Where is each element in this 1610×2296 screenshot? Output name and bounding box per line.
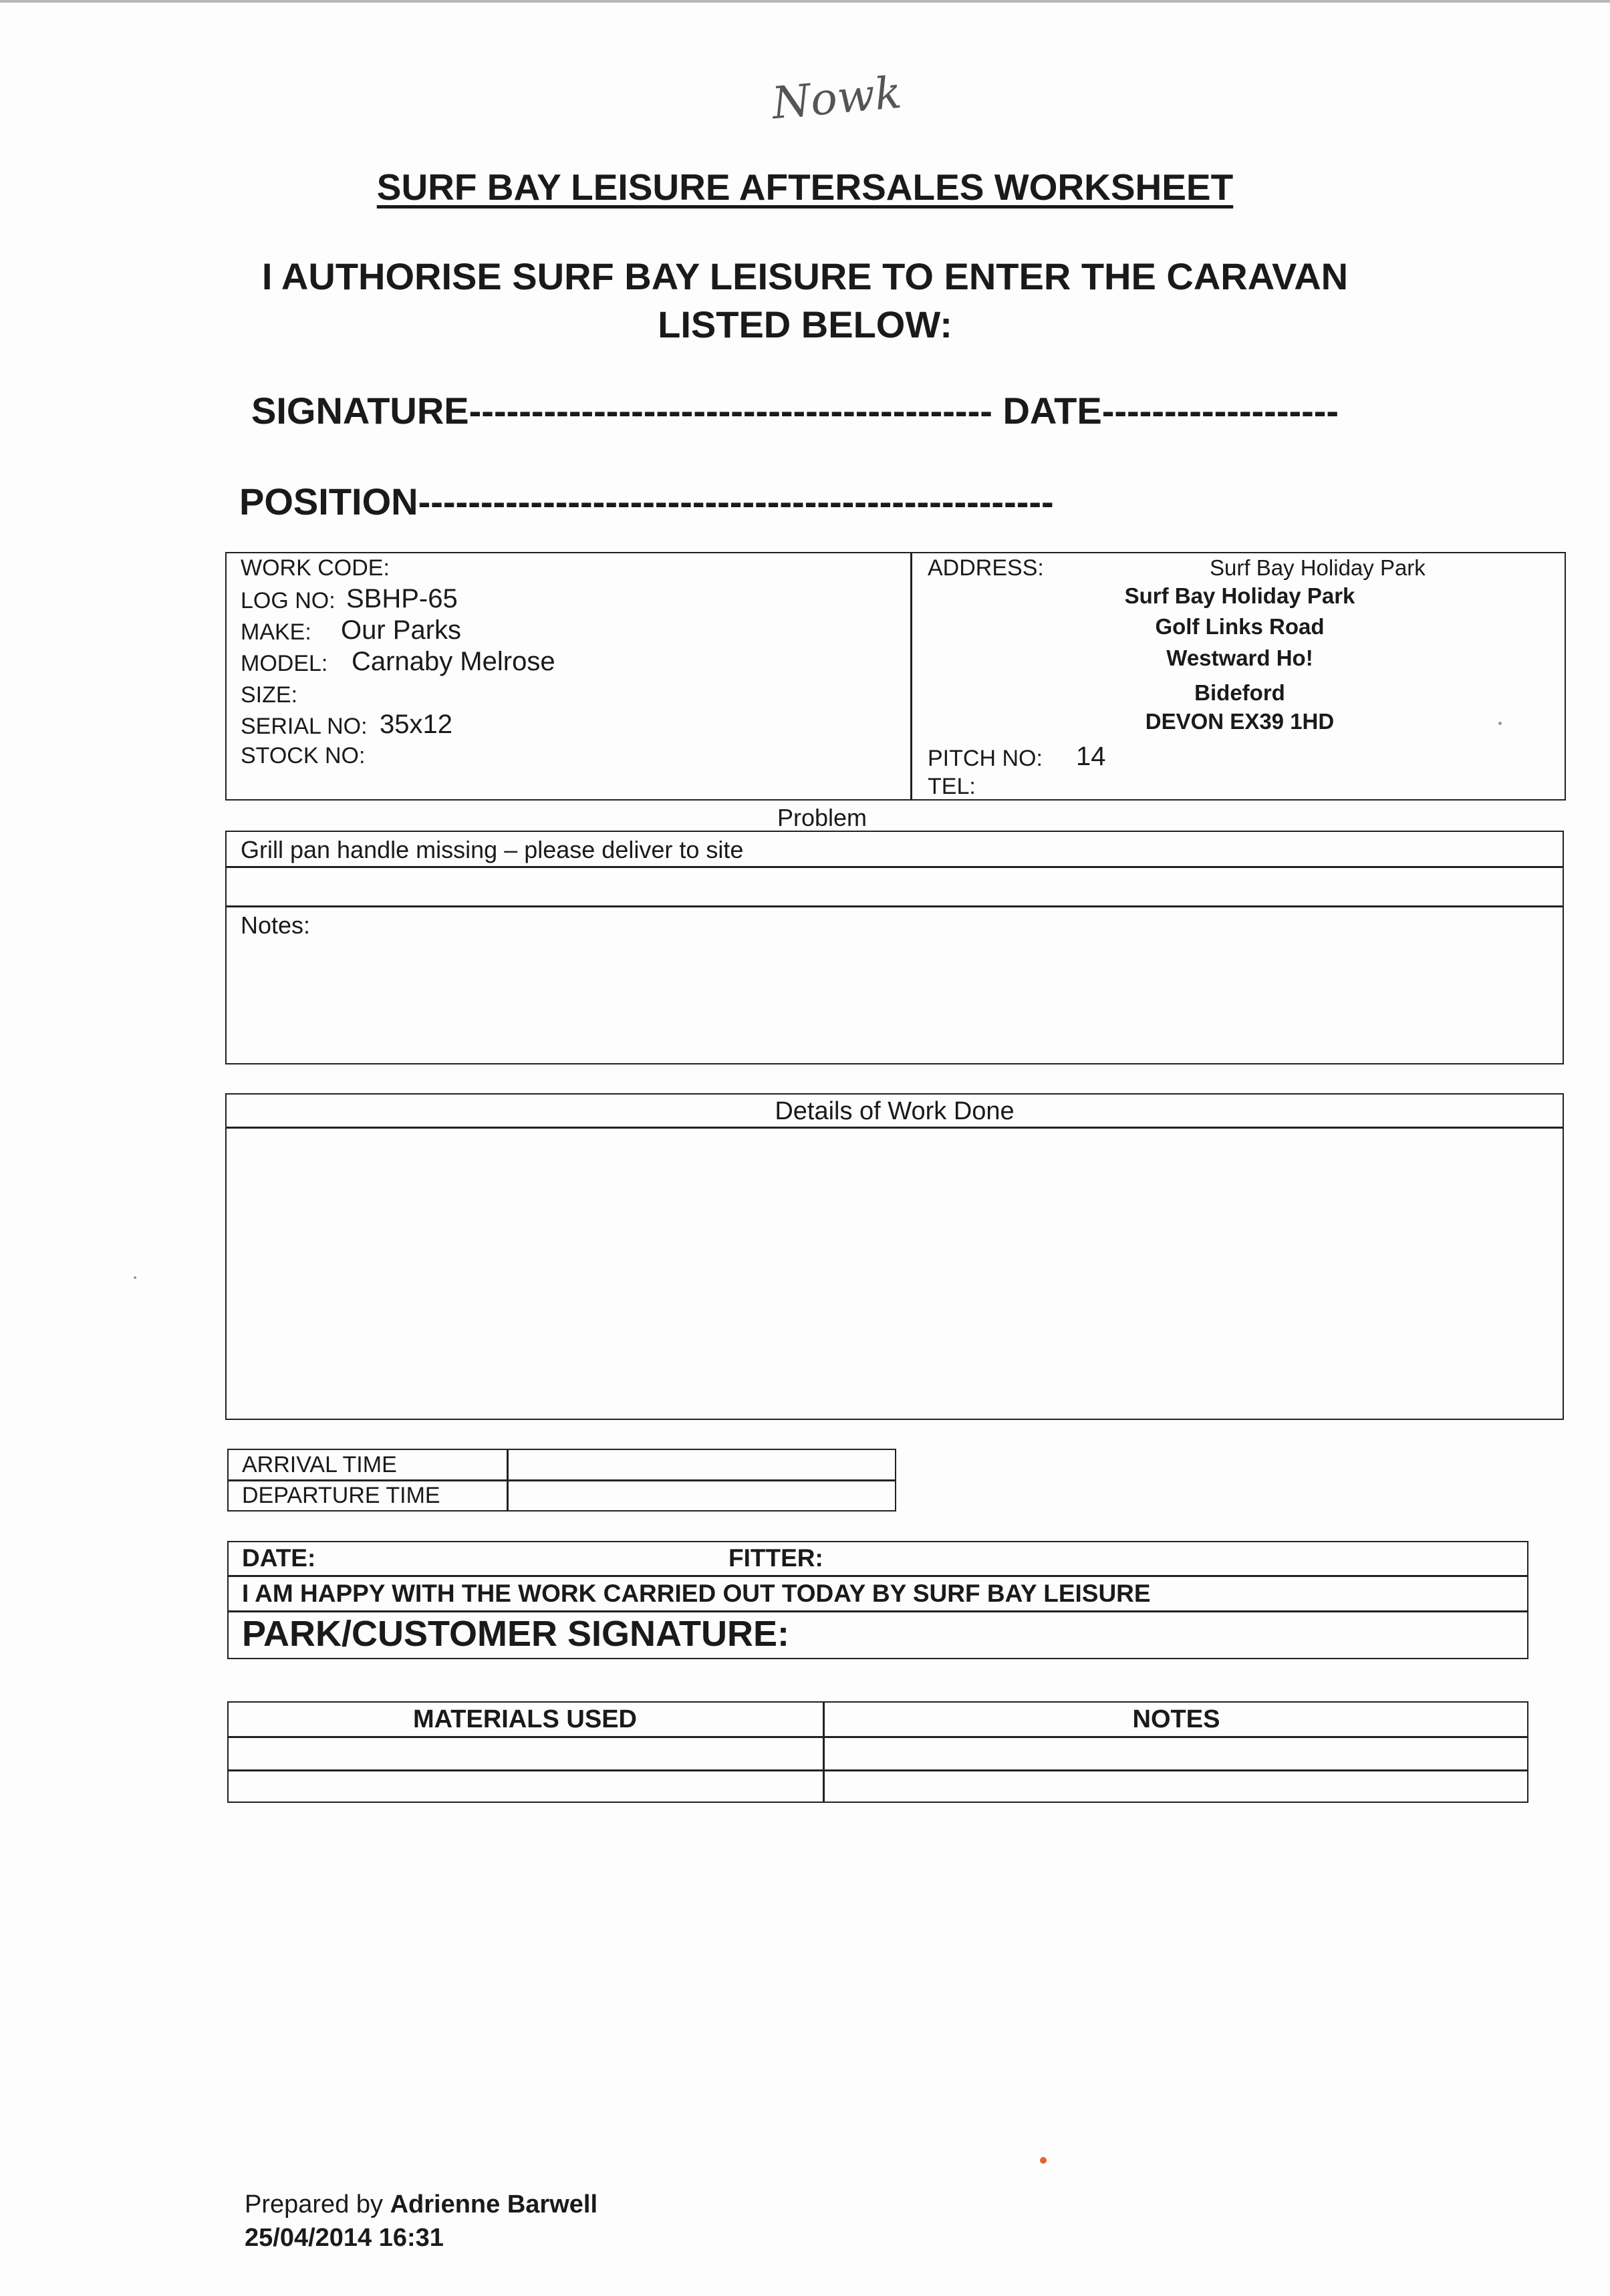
scan-speck	[1040, 2157, 1047, 2164]
model-label: MODEL:	[241, 651, 328, 676]
make-value: Our Parks	[341, 615, 462, 645]
signoff-date-label: DATE:	[242, 1544, 316, 1572]
date-label: DATE	[1002, 390, 1102, 432]
prepared-by	[245, 2190, 597, 2219]
date-field[interactable]: -------------------	[1101, 390, 1339, 432]
prepared-by-name: Adrienne Barwell	[390, 2190, 597, 2218]
signature-field[interactable]: ------------------------------------------	[468, 390, 992, 432]
address-line: Bideford	[1194, 680, 1285, 705]
work-done-header-divider	[225, 1127, 1564, 1129]
authorisation-line-2: LISTED BELOW:	[658, 303, 952, 345]
serial-no-value: 35x12	[380, 710, 452, 739]
model-value: Carnaby Melrose	[352, 647, 555, 676]
address-header: Surf Bay Holiday Park	[1210, 555, 1426, 580]
signature-label: SIGNATURE	[251, 390, 469, 432]
scan-speck	[134, 1276, 136, 1279]
pitch-no-value: 14	[1076, 742, 1106, 771]
make-label: MAKE:	[241, 619, 311, 645]
work-code-label: WORK CODE:	[241, 555, 390, 581]
departure-time-field[interactable]	[509, 1481, 894, 1510]
caravan-box-divider	[910, 552, 912, 801]
prepared-by-prefix: Prepared by	[245, 2190, 384, 2218]
position-label: POSITION	[239, 480, 418, 523]
problem-row-divider	[225, 866, 1564, 868]
scan-speck	[1498, 722, 1502, 725]
materials-notes-cell[interactable]	[825, 1771, 1526, 1802]
size-label: SIZE:	[241, 682, 298, 708]
signoff-row-divider	[227, 1575, 1528, 1577]
scan-top-edge	[0, 0, 1610, 3]
departure-time-label: DEPARTURE TIME	[242, 1483, 440, 1508]
prepared-timestamp: 25/04/2014 16:31	[245, 2224, 444, 2252]
arrival-time-label: ARRIVAL TIME	[242, 1452, 397, 1477]
problem-heading: Problem	[777, 804, 867, 831]
address-label: ADDRESS:	[928, 555, 1044, 581]
log-no-value: SBHP-65	[346, 584, 458, 613]
address-line: DEVON EX39 1HD	[1145, 709, 1335, 734]
stock-no-label: STOCK NO:	[241, 743, 366, 768]
problem-text: Grill pan handle missing – please deliver to site	[241, 836, 744, 863]
authorisation-signature-line	[251, 389, 1339, 432]
work-done-heading: Details of Work Done	[775, 1097, 1015, 1125]
materials-notes-cell[interactable]	[825, 1738, 1526, 1768]
work-done-field[interactable]	[227, 1129, 1562, 1418]
materials-cell[interactable]	[229, 1771, 821, 1802]
address-line: Westward Ho!	[1166, 645, 1313, 670]
handwritten-note: Nowk	[770, 66, 904, 130]
satisfaction-statement: I AM HAPPY WITH THE WORK CARRIED OUT TODAY BY SURF BAY LEISURE	[242, 1580, 1151, 1607]
fitter-label: FITTER:	[728, 1544, 823, 1572]
problem-row-divider	[225, 905, 1564, 907]
customer-signature-label: PARK/CUSTOMER SIGNATURE:	[242, 1614, 790, 1654]
authorisation-statement	[0, 253, 1610, 349]
address-line: Golf Links Road	[1155, 614, 1325, 639]
times-col-divider	[507, 1449, 509, 1512]
customer-signature-field[interactable]	[829, 1612, 1524, 1657]
page-title: SURF BAY LEISURE AFTERSALES WORKSHEET	[376, 166, 1234, 208]
position-line	[239, 480, 1054, 523]
materials-cell[interactable]	[229, 1738, 821, 1768]
serial-no-label: SERIAL NO:	[241, 714, 368, 739]
log-no-label: LOG NO:	[241, 588, 336, 613]
authorisation-line-1: I AUTHORISE SURF BAY LEISURE TO ENTER THE CARAVAN	[261, 255, 1349, 297]
materials-notes-header: NOTES	[1132, 1705, 1220, 1733]
address-line: Surf Bay Holiday Park	[1124, 583, 1355, 608]
arrival-time-field[interactable]	[509, 1451, 894, 1479]
position-field[interactable]: ---------------------------------------------------	[418, 480, 1054, 523]
pitch-no-label: PITCH NO:	[928, 746, 1043, 771]
materials-used-header: MATERIALS USED	[413, 1705, 637, 1733]
notes-label: Notes:	[241, 911, 311, 939]
tel-label: TEL:	[928, 774, 976, 799]
